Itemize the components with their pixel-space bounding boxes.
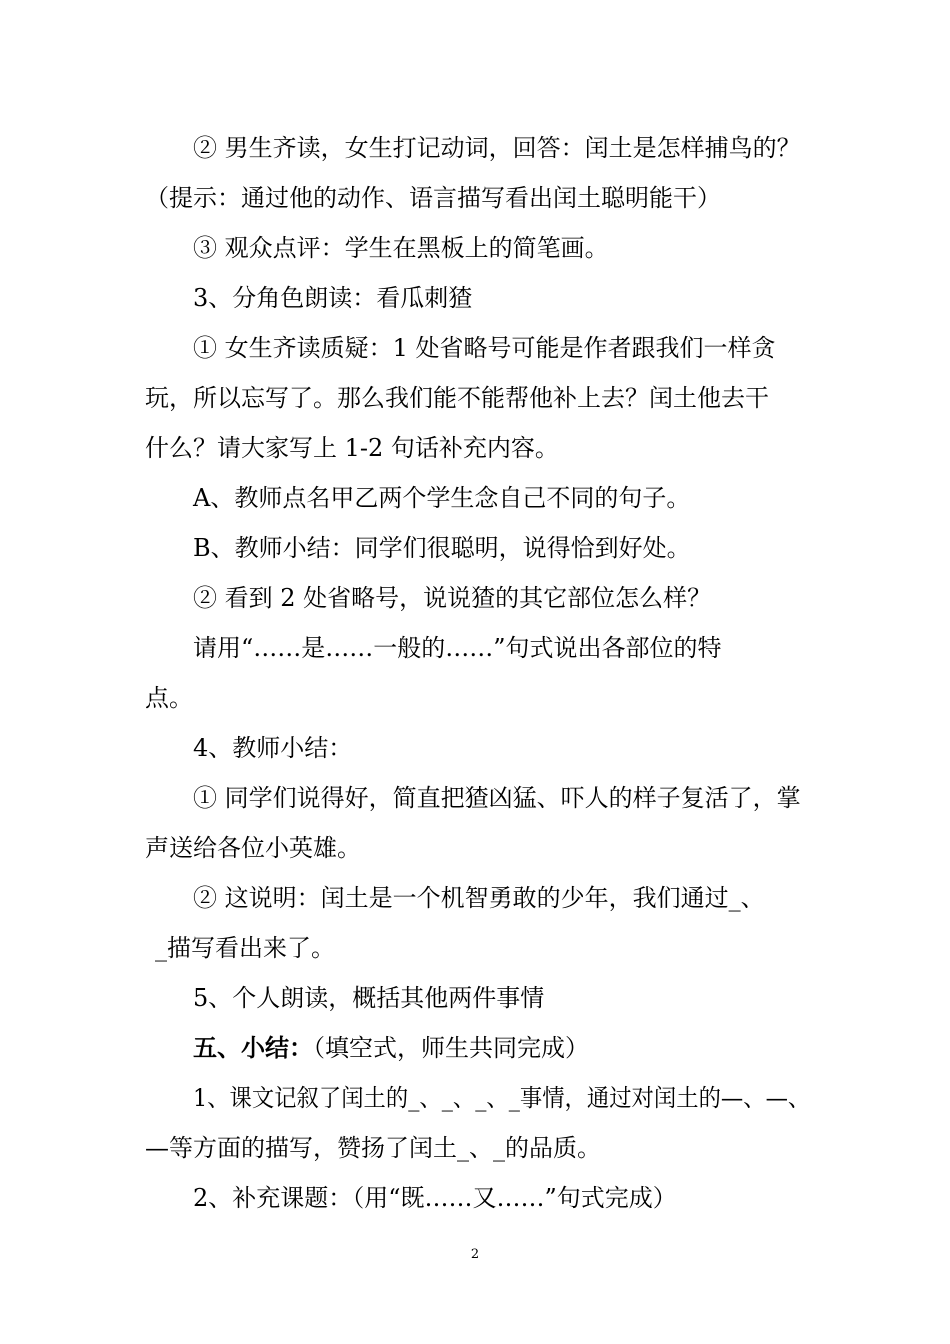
paragraph-line: ① 女生齐读质疑：1 处省略号可能是作者跟我们一样贪 (193, 334, 776, 362)
paragraph-line: （提示：通过他的动作、语言描写看出闰土聪明能干） (145, 184, 721, 212)
paragraph-line: ② 男生齐读，女生打记动词，回答：闰土是怎样捕鸟的？ (193, 134, 801, 162)
section-five-note: （填空式，师生共同完成） (313, 1034, 589, 1062)
paragraph-line: B、教师小结：同学们很聪明，说得恰到好处。 (193, 534, 691, 562)
paragraph-line: ① 同学们说得好，简直把猹凶猛、吓人的样子复活了，掌 (193, 784, 801, 812)
paragraph-line: 什么？请大家写上 1-2 句话补充内容。 (145, 434, 559, 462)
section-heading: 4、教师小结： (193, 734, 353, 762)
paragraph-line: A、教师点名甲乙两个学生念自己不同的句子。 (193, 484, 691, 512)
paragraph-line: ③ 观众点评：学生在黑板上的简笔画。 (193, 234, 609, 262)
paragraph-line: 请用“……是……一般的……”句式说出各部位的特 (193, 634, 722, 662)
page-number: 2 (470, 1247, 480, 1262)
section-five-heading (193, 1033, 589, 1063)
paragraph-line: 2、补充课题：（用“既……又……”句式完成） (193, 1184, 677, 1212)
paragraph-line: 声送给各位小英雄。 (145, 834, 361, 862)
paragraph-line: ② 这说明：闰土是一个机智勇敢的少年，我们通过_、 (193, 884, 765, 912)
paragraph-line: _描写看出来了。 (155, 934, 335, 962)
section-heading: 3、分角色朗读：看瓜刺猹 (193, 284, 473, 312)
paragraph-line: 点。 (145, 684, 193, 712)
section-five-title: 五、小结： (193, 1033, 313, 1062)
paragraph-line: —等方面的描写，赞扬了闰土_、_的品质。 (145, 1134, 601, 1162)
paragraph-line: 1、课文记叙了闰土的_、_、_、_事情，通过对闰土的—、—、 (193, 1084, 811, 1112)
paragraph-line: 玩，所以忘写了。那么我们能不能帮他补上去？闰土他去干 (145, 384, 769, 412)
section-heading: 5、个人朗读，概括其他两件事情 (193, 984, 545, 1012)
paragraph-line: ② 看到 2 处省略号，说说猹的其它部位怎么样？ (193, 584, 712, 612)
